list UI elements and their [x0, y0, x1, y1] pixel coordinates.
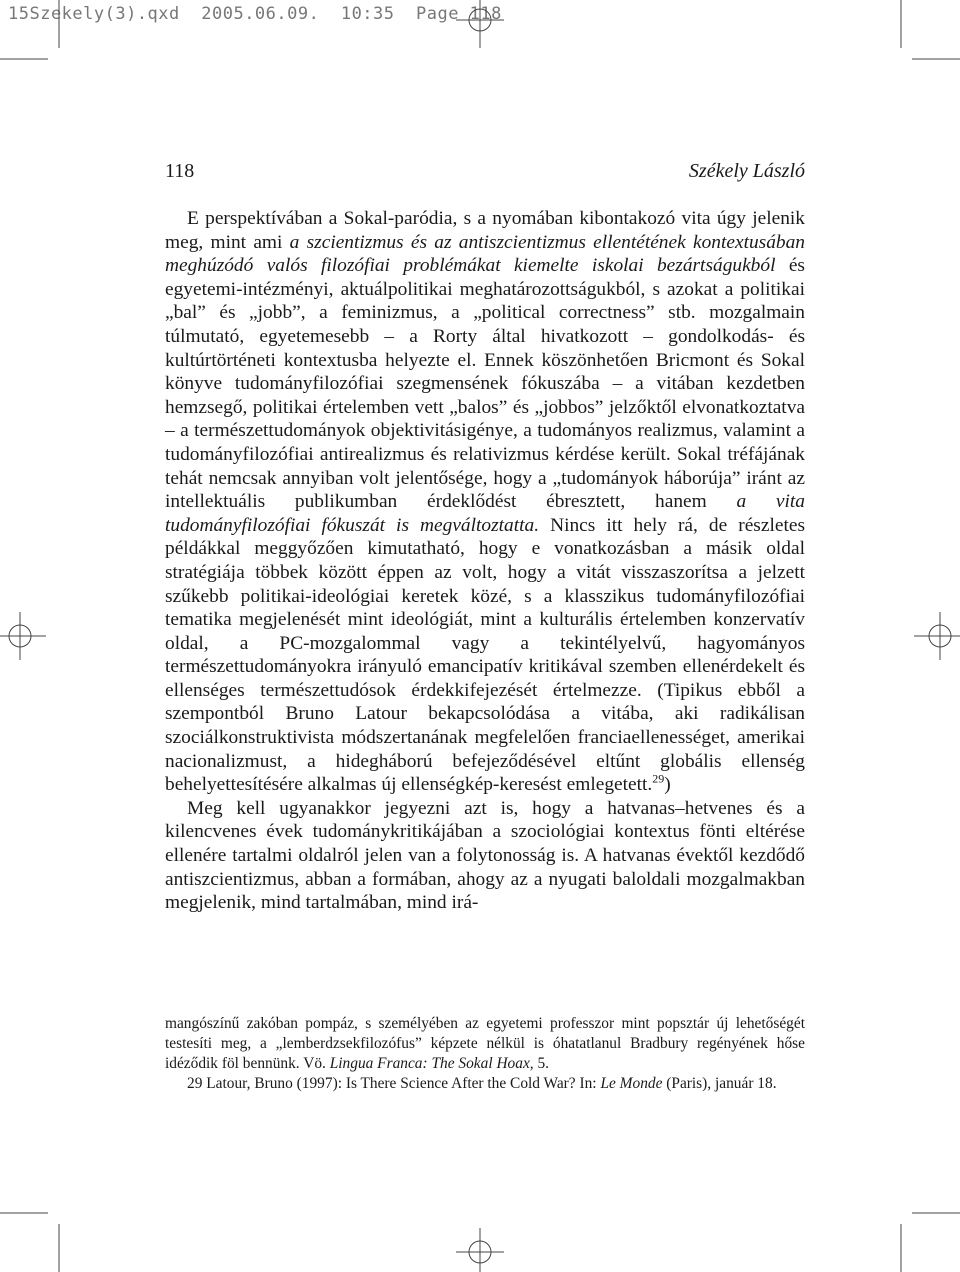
slug-date: 2005.06.09. [201, 4, 320, 24]
paragraph: E perspektívában a Sokal-paródia, s a nyomában kibontakozó vita úgy jelenik meg, mint ami a szcientizmus és az antiszcientizmus ellentétének kontextusában meghúzódó valós filozófiai problémákat kiemelte iskolai bezártságukból és egyetemi-intézményi, aktuálpolitikai meghatározottságukból, s azokat a politikai „bal” és „jobb”, a feminizmus, a „political correctness” stb. mozgalmain túlmutató, egyetemesebb – a Rorty által hivatkozott – gondolkodás- és kultúrtörténeti kontextusba helyezte el. Ennek köszönhetően Bricmont és Sokal könyve tudományfilozófiai szegmensének fókuszába – a vitában kezdetben hemzsegő, politikai értelemben vett „balos” és „jobbos” jelzőktől elvonatkoztatva – a természettudományok objektivitásigénye, a tudományos realizmus, valamint a tudományfilozófiai antirealizmus és relativizmus kérdése került. Sokal tréfájának tehát nemcsak annyiban volt jelentősége, hogy a „tudományok háborúja” iránt az intellektuális publikumban érdeklődést ébresztett, hanem a vita tudományfilozófiai fókuszát is megváltoztatta. Nincs itt hely rá, de részletes példákkal meggyőzően kimutatható, hogy e vonatkozásban a másik oldal stratégiája többek között éppen az volt, hogy a vitát visszaszorítsa a jelzett szűkebb politikai-ideológiai keretek közé, s a klasszikus tudományfilozófiai tematika megjelenését mint ideológiát, mint a kulturális értelemben konzervatív oldal, a PC-mozgalommal vagy a tekintélyelvű, hagyományos természettudományokra irányuló emancipatív kritikával szemben ellenérdekelt és ellenséges természettudósok érdekkifejezését értelmezze. (Tipikus ebből a szempontból Bruno Latour bekapcsolódása a vitába, aki radikálisan szociálkonstruktivista módszertanának megfelelően franciaellenességet, amerikai nacionalizmust, a hidegháború befejeződésével eltűnt globális ellenség behelyettesítésére alkalmas új ellenségkép-keresést emlegetett.$^{29}$) [165, 208, 805, 796]
print-slug [8, 4, 502, 24]
cited-title: Le Monde [600, 1075, 663, 1092]
page-number: 118 [165, 160, 195, 182]
footnote-29: 29 Latour, Bruno (1997): Is There Science After the Cold War? In: Le Monde (Paris), január 18. [187, 1075, 777, 1092]
registration-mark-bottom [456, 1228, 504, 1272]
emphasis: a szcientizmus és az antiszcientizmus ellentétének kontextusában meghúzódó valós filozófiai problémákat kiemelte iskolai bezártságukból [165, 231, 805, 277]
registration-mark-left [0, 612, 46, 660]
body-text [165, 207, 805, 915]
running-head [165, 160, 805, 184]
registration-mark-right [914, 612, 960, 660]
cited-title: Lingua Franca: The Sokal Hoax, [329, 1055, 534, 1072]
footnotes [165, 1014, 805, 1094]
running-author: Székely László [688, 160, 805, 182]
footnote-reference[interactable]: 29 [652, 771, 665, 786]
slug-time: 10:35 [340, 4, 395, 24]
paragraph: Meg kell ugyanakkor jegyezni azt is, hogy a hatvanas–hetvenes és a kilencvenes évek tudománykritikájában a szociológiai kontextus fönti eltérése ellenére tartalmi oldalról jelen van a folytonosság is. A hatvanas évektől kezdődő antiszcientizmus, abban a formában, ahogy az a nyugati baloldali mozgalmakban megjelenik, mind tartalmában, mind irá- [165, 797, 805, 914]
slug-file: 15Szekely(3).qxd [8, 4, 180, 24]
footnote-continued: mangószínű zakóban pompáz, s személyében az egyetemi professzor mint popsztár új lehetőségét testesíti meg, a „lemberdzsekfilozófus” képzete nélkül is óhatatlanul Bradbury regényének hőse idéződik föl bennünk. Vö. Lingua Franca: The Sokal Hoax, 5. [165, 1015, 805, 1072]
emphasis: a vita tudományfilozófiai fókuszát is megváltoztatta. [165, 491, 805, 536]
slug-page: Page 118 [416, 4, 502, 24]
